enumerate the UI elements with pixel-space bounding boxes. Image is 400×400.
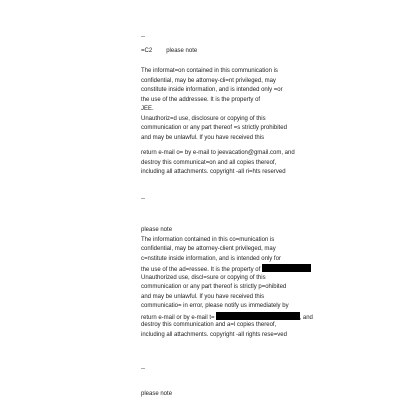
paragraph-line: c=nstitute inside information, and is intended only for (141, 255, 281, 262)
paragraph-line: the use of the addressee. It is the property of (141, 96, 261, 103)
paragraph-line: including all attachments. copyright -all rights rese=ved (141, 331, 287, 338)
separator-dashes: -- (141, 366, 145, 372)
paragraph-line: communicatio= in error, please notify us immediately by (141, 303, 289, 309)
paragraph-text: return e-mail or by e-mail t= (141, 314, 215, 321)
separator-dashes: -- (141, 196, 145, 202)
paragraph-line: including all attachments. copyright -all ri=hts reserved (141, 169, 286, 175)
paragraph-line: destroy this communicat=on and all copies thereof, (141, 159, 277, 166)
please-note-label: please note (141, 391, 173, 397)
paragraph-line: and may be unlawful. If you have received this (141, 293, 265, 300)
paragraph-line: Unauthoriz=d use, disclosure or copying of this (141, 115, 266, 122)
paragraph-line: JEE. (141, 106, 154, 112)
paragraph-line: The information contained in this co=munication is (141, 236, 275, 243)
paragraph-line: confidential, may be attorney-client privileged, may (141, 246, 276, 252)
paragraph-line: confidential, may be attorney-cli=nt privileged, may (141, 77, 276, 84)
email-header (141, 47, 197, 56)
please-note-label: please note (166, 48, 198, 54)
paragraph-text: , and (299, 314, 313, 321)
paragraph-line: Unauthorized use, discl=sure or copying of this (141, 274, 266, 281)
paragraph-line: constitute inside information, and is intended only =or (141, 87, 283, 93)
paragraph-line: return e-mail o= by e-mail to jeevacation@gmail.com, and (141, 150, 295, 156)
redaction-bar (262, 264, 311, 272)
please-note-label: please note (141, 227, 173, 233)
header-code: =C2 (141, 48, 153, 54)
paragraph-line: communication or any part thereof =s strictly prohibited (141, 125, 287, 131)
separator-dashes: -- (141, 34, 145, 40)
paragraph-line: destroy this communication and a=l copies thereof, (141, 322, 277, 328)
paragraph-text: the use of the ad=ressee. It is the property of (141, 267, 261, 273)
paragraph-line: communication or any part thereof is strictly p=ohibited (141, 284, 287, 290)
redaction-bar (216, 312, 300, 320)
paragraph-line: and may be unlawful. If you have received this (141, 134, 265, 141)
paragraph-line: The informat=on contained in this communication is (141, 68, 278, 74)
